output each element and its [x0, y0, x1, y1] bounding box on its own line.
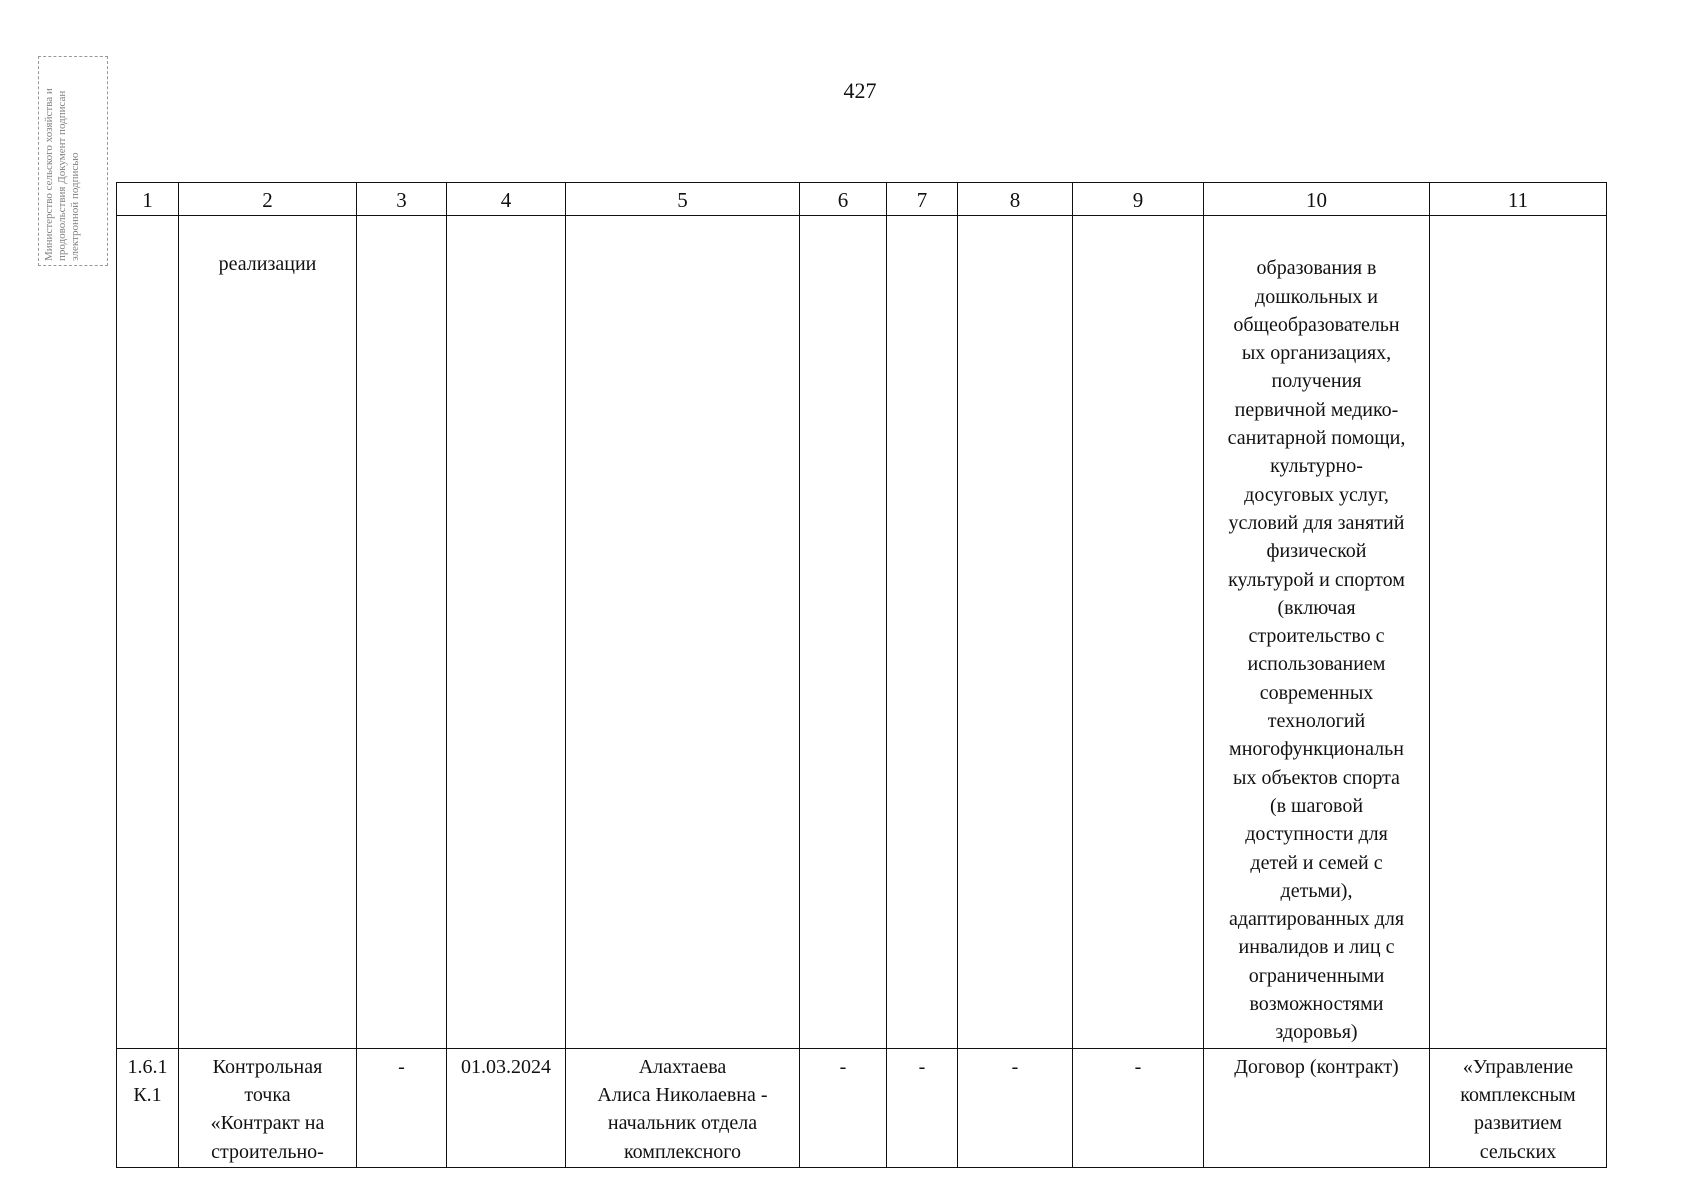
column-header-4: 4	[447, 183, 566, 216]
column-header-2: 2	[179, 183, 357, 216]
cell-8: -	[958, 1048, 1073, 1167]
cell-9: -	[1073, 1048, 1204, 1167]
document-table	[116, 182, 1607, 1168]
column-header-8: 8	[958, 183, 1073, 216]
cell-3	[357, 216, 447, 1048]
column-header-9: 9	[1073, 183, 1204, 216]
column-header-6: 6	[800, 183, 887, 216]
column-header-1: 1	[117, 183, 179, 216]
cell-result: Договор (контракт)	[1204, 1048, 1430, 1167]
cell-name: реализации	[179, 216, 357, 1048]
cell-6: -	[800, 1048, 887, 1167]
column-header-10: 10	[1204, 183, 1430, 216]
column-header-7: 7	[887, 183, 958, 216]
cell-responsible	[566, 216, 800, 1048]
signature-stamp: Министерство сельского хозяйства и продовольствия Документ подписан электронной подписью	[38, 56, 108, 266]
cell-7	[887, 216, 958, 1048]
cell-11	[1430, 216, 1607, 1048]
column-header-5: 5	[566, 183, 800, 216]
cell-responsible: Алахтаева Алиса Николаевна - начальник отдела комплексного	[566, 1048, 800, 1167]
cell-9	[1073, 216, 1204, 1048]
table-row	[117, 216, 1607, 1048]
page-number: 427	[843, 78, 877, 103]
cell-date: 01.03.2024	[447, 1048, 566, 1167]
column-header-3: 3	[357, 183, 447, 216]
cell-number	[117, 216, 179, 1048]
cell-name: Контрольная точка «Контракт на строительно-	[179, 1048, 357, 1167]
column-number-row	[117, 183, 1607, 216]
cell-result: образования в дошкольных и общеобразовательн ых организациях, получения первичной медико- санитарной помощи, культурно- досуговых услуг, условий для занятий физической культурой и спортом (включая строительство с использованием современных технологий многофункциональн ых объектов спорта (в шаговой доступности для детей и семей с детьми), адаптированных для инвалидов и лиц с ограниченными возможностями здоровья)	[1204, 216, 1430, 1048]
cell-7: -	[887, 1048, 958, 1167]
table-row	[117, 1048, 1607, 1167]
column-header-11: 11	[1430, 183, 1607, 216]
cell-3: -	[357, 1048, 447, 1167]
cell-6	[800, 216, 887, 1048]
cell-8	[958, 216, 1073, 1048]
cell-date	[447, 216, 566, 1048]
cell-number: 1.6.1 К.1	[117, 1048, 179, 1167]
cell-11: «Управление комплексным развитием сельских	[1430, 1048, 1607, 1167]
